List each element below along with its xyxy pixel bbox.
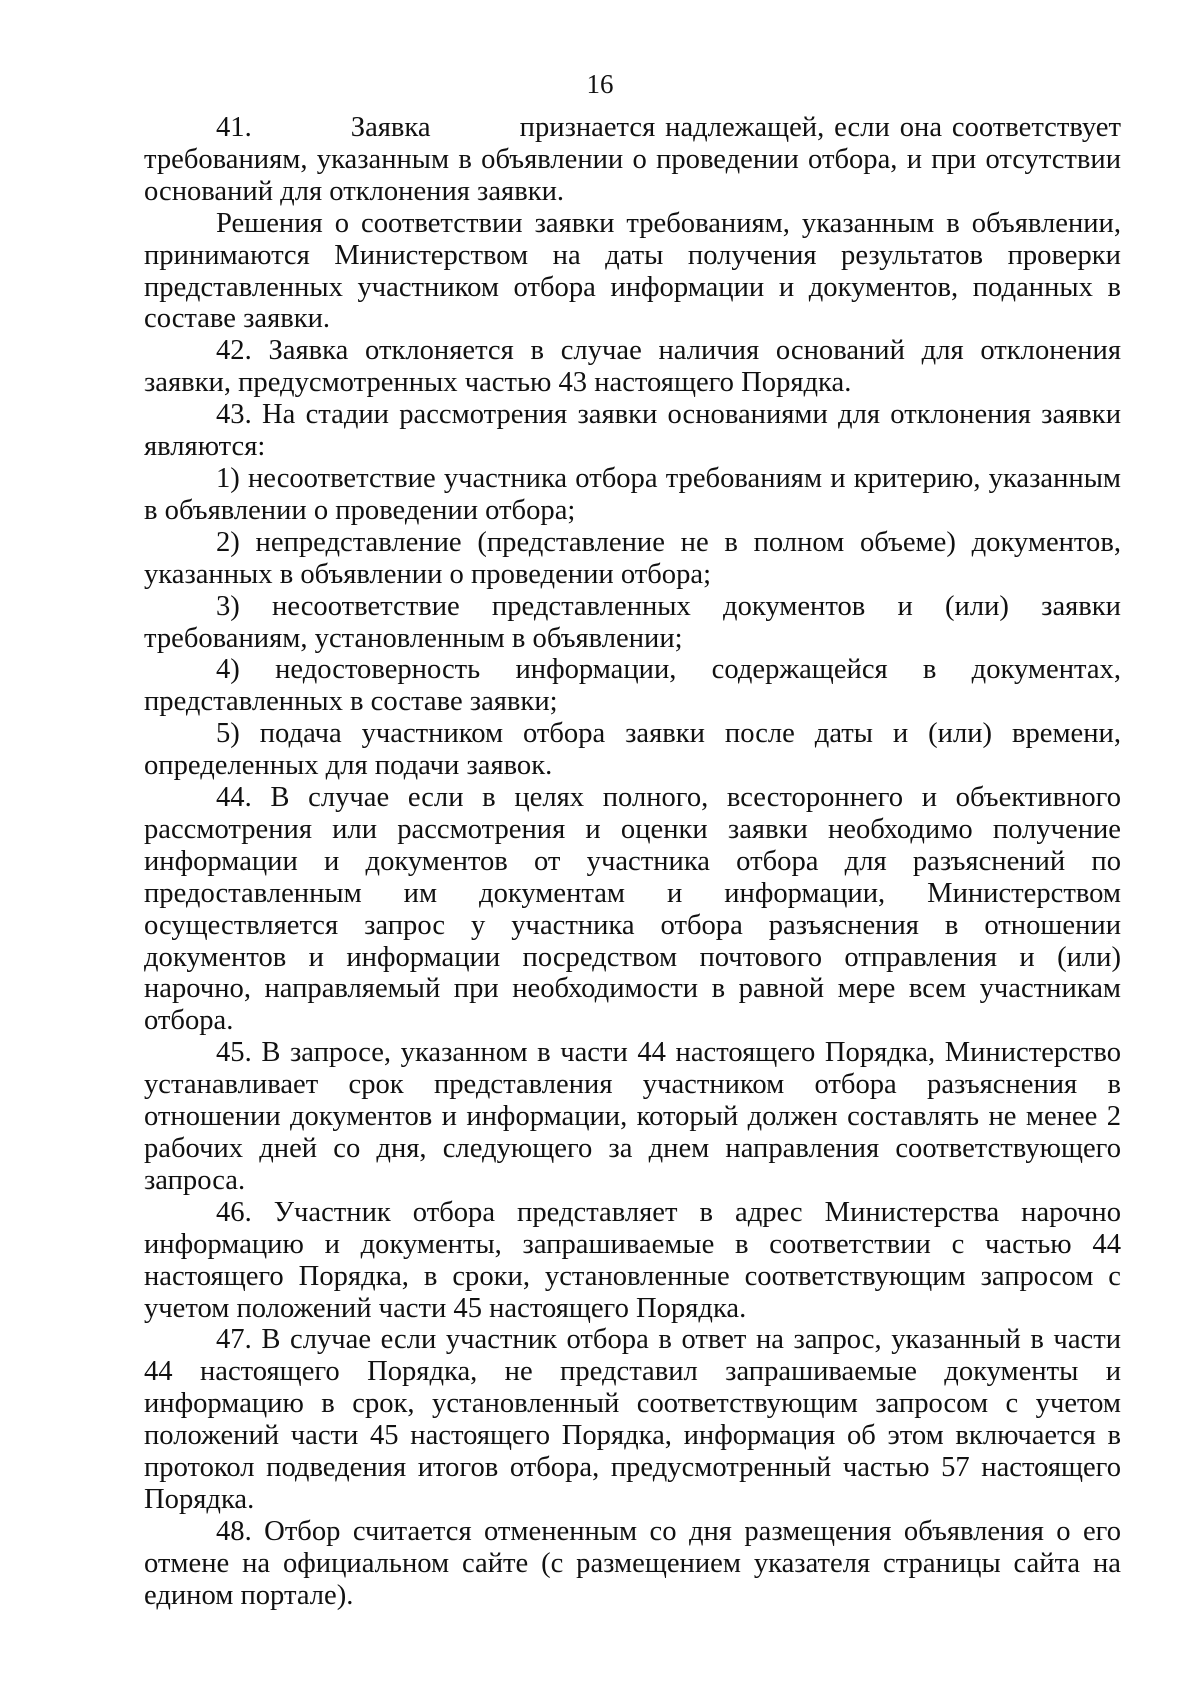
paragraph-45: 45. В запросе, указанном в части 44 настоящего Порядка, Министерство устанавливает срок представления участником отбора разъяснения в отношении документов и информации, который должен составлять не менее 2 рабочих дней со дня, следующего за днем направления соответствующего запроса. — [144, 1037, 1121, 1196]
page-number: 16 — [586, 69, 614, 99]
paragraph-44: 44. В случае если в целях полного, всестороннего и объективного рассмотрения или рассмотрения и оценки заявки необходимо получение информации и документов от участника отбора для разъяснений по предоставленным им документам и информации, Министерством осуществляется запрос у участника отбора разъяснения в отношении документов и информации посредством почтового отправления и (или) нарочно, направляемый при необходимости в равной мере всем участникам отбора. — [144, 782, 1121, 1037]
paragraph-42: 42. Заявка отклоняется в случае наличия оснований для отклонения заявки, предусмотренных частью 43 настоящего Порядка. — [144, 335, 1121, 399]
paragraph-46: 46. Участник отбора представляет в адрес Министерства нарочно информацию и документы, запрашиваемые в соответствии с частью 44 настоящего Порядка, в сроки, установленные соответствующим запросом с учетом положений части 45 настоящего Порядка. — [144, 1196, 1121, 1324]
list-item-43-4: 4) недостоверность информации, содержащейся в документах, представленных в составе заявки; — [144, 654, 1121, 718]
paragraph-41: 41. Заявка признается надлежащей, если она соответствует требованиям, указанным в объявлении о проведении отбора, и при отсутствии оснований для отклонения заявки. — [144, 112, 1121, 207]
paragraph-43: 43. На стадии рассмотрения заявки основаниями для отклонения заявки являются: — [144, 399, 1121, 463]
paragraph-47: 47. В случае если участник отбора в ответ на запрос, указанный в части 44 настоящего Порядка, не представил запрашиваемые документы и информацию в срок, установленный соответствующим запросом с учетом положений части 45 настоящего Порядка, информация об этом включается в протокол подведения итогов отбора, предусмотренный частью 57 настоящего Порядка. — [144, 1324, 1121, 1515]
list-item-43-2: 2) непредставление (представление не в полном объеме) документов, указанных в объявлении о проведении отбора; — [144, 526, 1121, 590]
list-item-43-5: 5) подача участником отбора заявки после даты и (или) времени, определенных для подачи заявок. — [144, 718, 1121, 782]
paragraph-48: 48. Отбор считается отмененным со дня размещения объявления о его отмене на официальном сайте (с размещением указателя страницы сайта на едином портале). — [144, 1515, 1121, 1611]
list-item-43-1: 1) несоответствие участника отбора требованиям и критерию, указанным в объявлении о проведении отбора; — [144, 462, 1121, 526]
paragraph-41-decisions: Решения о соответствии заявки требованиям, указанным в объявлении, принимаются Министерством на даты получения результатов проверки представленных участником отбора информации и документов, поданных в составе заявки. — [144, 207, 1121, 335]
document-body — [144, 112, 1121, 1612]
list-item-43-3: 3) несоответствие представленных документов и (или) заявки требованиям, установленным в объявлении; — [144, 590, 1121, 654]
